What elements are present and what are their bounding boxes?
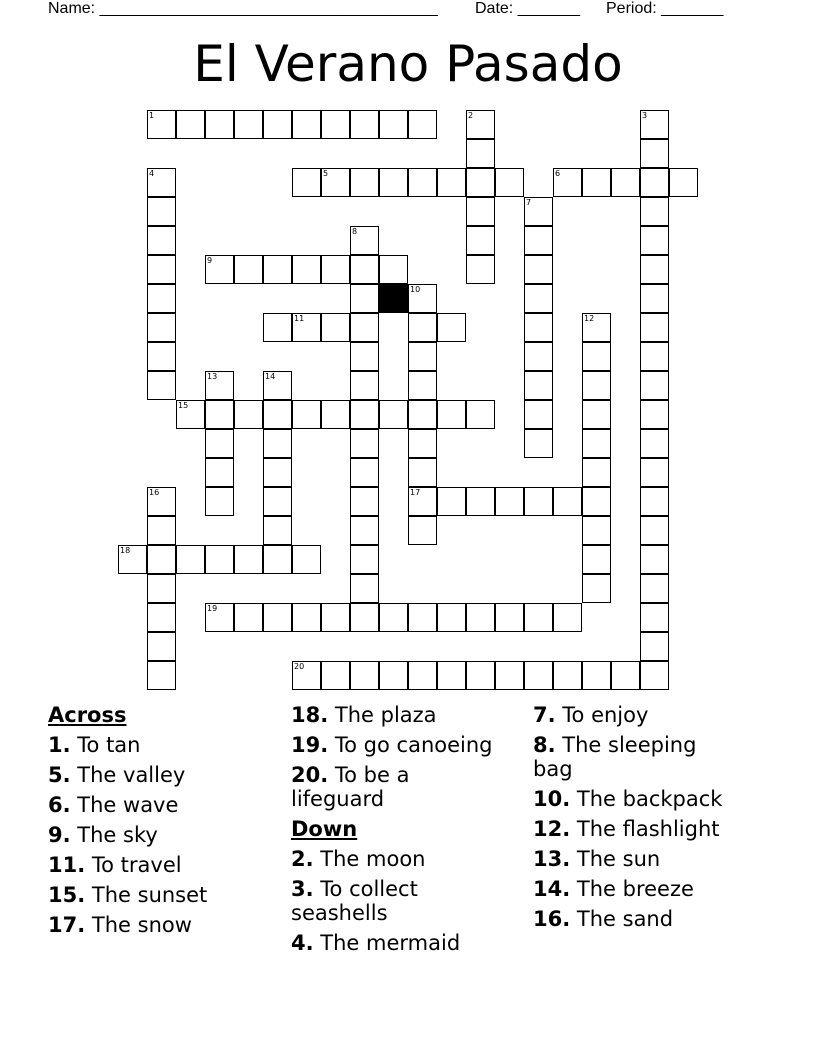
crossword-cell[interactable] (234, 110, 263, 139)
crossword-cell[interactable] (205, 110, 234, 139)
crossword-cell[interactable] (147, 284, 176, 313)
crossword-cell[interactable] (524, 226, 553, 255)
clue-number: 16 (149, 488, 160, 497)
clue-down-14: 14. The breeze (533, 877, 694, 901)
crossword-cell[interactable] (408, 516, 437, 545)
crossword-cell[interactable] (582, 168, 611, 197)
crossword-cell[interactable] (321, 313, 350, 342)
crossword-cell[interactable] (524, 371, 553, 400)
clue-number: 5 (323, 169, 329, 178)
crossword-cell[interactable] (350, 110, 379, 139)
crossword-cell[interactable] (321, 255, 350, 284)
clue-across-9: 9. The sky (48, 823, 158, 847)
clue-down-16: 16. The sand (533, 907, 674, 931)
crossword-cell[interactable] (408, 400, 437, 429)
crossword-cell[interactable] (321, 168, 350, 197)
crossword-cell[interactable] (466, 400, 495, 429)
crossword-cell[interactable] (408, 168, 437, 197)
clue-down-7: 7. To enjoy (533, 703, 649, 727)
crossword-cell[interactable] (553, 487, 582, 516)
crossword-cell[interactable] (263, 400, 292, 429)
crossword-cell[interactable] (321, 400, 350, 429)
crossword-cell[interactable] (582, 458, 611, 487)
crossword-cell[interactable] (408, 371, 437, 400)
crossword-cell[interactable] (495, 661, 524, 690)
crossword-cell[interactable] (408, 284, 437, 313)
crossword-cell[interactable] (640, 400, 669, 429)
crossword-cell[interactable] (553, 603, 582, 632)
clue-number: 6 (555, 169, 561, 178)
crossword-cell[interactable] (263, 603, 292, 632)
crossword-cell[interactable] (640, 603, 669, 632)
crossword-cell[interactable] (524, 400, 553, 429)
crossword-cell[interactable] (582, 516, 611, 545)
crossword-cell[interactable] (640, 574, 669, 603)
crossword-cell[interactable] (524, 342, 553, 371)
clue-column-1 (48, 700, 288, 940)
clue-number: 13 (207, 372, 218, 381)
crossword-cell[interactable] (205, 429, 234, 458)
clue-number: 3 (642, 111, 648, 120)
crossword-cell[interactable] (379, 603, 408, 632)
crossword-cell[interactable] (263, 487, 292, 516)
crossword-cell[interactable] (524, 487, 553, 516)
crossword-cell[interactable] (292, 168, 321, 197)
crossword-cell[interactable] (524, 197, 553, 226)
crossword-cell[interactable] (379, 110, 408, 139)
crossword-cell[interactable] (640, 458, 669, 487)
crossword-cell[interactable] (321, 661, 350, 690)
crossword-cell[interactable] (350, 168, 379, 197)
page-title: El Verano Pasado (193, 35, 623, 93)
crossword-cell[interactable] (147, 516, 176, 545)
crossword-cell[interactable] (379, 255, 408, 284)
crossword-cell[interactable] (640, 661, 669, 690)
crossword-cell[interactable] (292, 110, 321, 139)
crossword-cell[interactable] (205, 545, 234, 574)
clue-across-1: 1. To tan (48, 733, 141, 757)
crossword-cell[interactable] (582, 342, 611, 371)
crossword-cell[interactable] (640, 139, 669, 168)
crossword-cell[interactable] (147, 661, 176, 690)
crossword-cell[interactable] (350, 371, 379, 400)
crossword-cell[interactable] (350, 487, 379, 516)
crossword-cell[interactable] (292, 603, 321, 632)
crossword-cell[interactable] (234, 603, 263, 632)
crossword-cell[interactable] (263, 313, 292, 342)
crossword-cell[interactable] (147, 574, 176, 603)
crossword-cell[interactable] (205, 458, 234, 487)
crossword-cell[interactable] (408, 661, 437, 690)
crossword-cell[interactable] (205, 400, 234, 429)
crossword-cell[interactable] (263, 371, 292, 400)
clue-down-3: 3. To collect seashells (291, 877, 418, 925)
crossword-cell[interactable] (408, 342, 437, 371)
clue-across-15: 15. The sunset (48, 883, 208, 907)
crossword-cell[interactable] (292, 661, 321, 690)
clue-number: 10 (410, 285, 421, 294)
crossword-cell[interactable] (437, 168, 466, 197)
clue-down-8: 8. The sleeping bag (533, 733, 697, 781)
crossword-cell[interactable] (640, 197, 669, 226)
crossword-cell[interactable] (350, 342, 379, 371)
crossword-cell[interactable] (582, 400, 611, 429)
crossword-cell[interactable] (524, 603, 553, 632)
clue-down-4: 4. The mermaid (291, 931, 461, 955)
crossword-cell[interactable] (408, 603, 437, 632)
crossword-cell[interactable] (524, 661, 553, 690)
crossword-cell[interactable] (437, 487, 466, 516)
crossword-cell[interactable] (640, 313, 669, 342)
crossword-cell[interactable] (408, 313, 437, 342)
crossword-cell[interactable] (553, 661, 582, 690)
crossword-cell[interactable] (553, 168, 582, 197)
clue-across-19: 19. To go canoeing (291, 733, 493, 757)
crossword-block (379, 284, 408, 313)
crossword-cell[interactable] (640, 168, 669, 197)
crossword-cell[interactable] (321, 110, 350, 139)
crossword-cell[interactable] (640, 516, 669, 545)
crossword-cell[interactable] (524, 284, 553, 313)
crossword-cell[interactable] (379, 661, 408, 690)
clue-across-5: 5. The valley (48, 763, 186, 787)
crossword-cell[interactable] (466, 603, 495, 632)
crossword-cell[interactable] (640, 487, 669, 516)
crossword-cell[interactable] (350, 429, 379, 458)
crossword-cell[interactable] (466, 197, 495, 226)
crossword-cell[interactable] (205, 487, 234, 516)
crossword-cell[interactable] (582, 429, 611, 458)
clue-across-20: 20. To be a lifeguard (291, 763, 410, 811)
date-field-label: Date: _______ (475, 0, 580, 17)
crossword-cell[interactable] (147, 342, 176, 371)
crossword-cell[interactable] (611, 661, 640, 690)
crossword-cell[interactable] (147, 168, 176, 197)
crossword-cell[interactable] (379, 168, 408, 197)
clue-column-2 (291, 700, 516, 958)
crossword-cell[interactable] (466, 487, 495, 516)
clue-number: 2 (468, 111, 474, 120)
name-field-label: Name: ______________________________________ (48, 0, 438, 17)
crossword-cell[interactable] (350, 516, 379, 545)
crossword-cell[interactable] (263, 545, 292, 574)
crossword-cell[interactable] (524, 429, 553, 458)
crossword-cell[interactable] (176, 400, 205, 429)
crossword-cell[interactable] (437, 313, 466, 342)
clue-number: 15 (178, 401, 189, 410)
clue-down-12: 12. The flashlight (533, 817, 720, 841)
crossword-cell[interactable] (176, 545, 205, 574)
crossword-cell[interactable] (466, 226, 495, 255)
clue-number: 12 (584, 314, 595, 323)
crossword-cell[interactable] (147, 632, 176, 661)
crossword-cell[interactable] (350, 284, 379, 313)
crossword-cell[interactable] (640, 545, 669, 574)
crossword-cell[interactable] (350, 255, 379, 284)
crossword-cell[interactable] (466, 139, 495, 168)
crossword-cell[interactable] (263, 516, 292, 545)
across-heading: Across (48, 703, 127, 727)
crossword-cell[interactable] (495, 487, 524, 516)
crossword-cell[interactable] (350, 545, 379, 574)
clue-across-11: 11. To travel (48, 853, 182, 877)
crossword-cell[interactable] (147, 313, 176, 342)
crossword-cell[interactable] (234, 545, 263, 574)
crossword-cell[interactable] (640, 429, 669, 458)
clue-number: 14 (265, 372, 276, 381)
clue-number: 9 (207, 256, 213, 265)
crossword-cell[interactable] (582, 574, 611, 603)
period-field-label: Period: _______ (606, 0, 724, 17)
crossword-cell[interactable] (379, 400, 408, 429)
clue-number: 17 (410, 488, 421, 497)
clue-number: 1 (149, 111, 155, 120)
crossword-cell[interactable] (205, 603, 234, 632)
crossword-cell[interactable] (147, 255, 176, 284)
crossword-cell[interactable] (669, 168, 698, 197)
crossword-cell[interactable] (263, 429, 292, 458)
crossword-cell[interactable] (350, 661, 379, 690)
clue-number: 11 (294, 314, 305, 323)
crossword-cell[interactable] (263, 255, 292, 284)
crossword-cell[interactable] (466, 661, 495, 690)
crossword-cell[interactable] (292, 255, 321, 284)
crossword-cell[interactable] (640, 110, 669, 139)
crossword-cell[interactable] (321, 603, 350, 632)
crossword-cell[interactable] (495, 168, 524, 197)
clue-number: 4 (149, 169, 155, 178)
crossword-cell[interactable] (640, 632, 669, 661)
clue-across-18: 18. The plaza (291, 703, 437, 727)
crossword-cell[interactable] (147, 371, 176, 400)
clue-across-6: 6. The wave (48, 793, 179, 817)
crossword-cell[interactable] (437, 661, 466, 690)
crossword-cell[interactable] (640, 371, 669, 400)
clue-number: 20 (294, 662, 305, 671)
clue-column-3 (533, 700, 763, 934)
clue-number: 19 (207, 604, 218, 613)
crossword-cell[interactable] (147, 197, 176, 226)
crossword-cell[interactable] (234, 255, 263, 284)
crossword-cell[interactable] (263, 458, 292, 487)
crossword-cell[interactable] (582, 545, 611, 574)
crossword-cell[interactable] (437, 603, 466, 632)
crossword-cell[interactable] (205, 371, 234, 400)
crossword-cell[interactable] (524, 313, 553, 342)
crossword-cell[interactable] (234, 400, 263, 429)
crossword-cell[interactable] (582, 313, 611, 342)
crossword-cell[interactable] (582, 371, 611, 400)
crossword-cell[interactable] (495, 603, 524, 632)
crossword-cell[interactable] (582, 487, 611, 516)
clue-number: 18 (120, 546, 131, 555)
crossword-cell[interactable] (118, 545, 147, 574)
clue-down-2: 2. The moon (291, 847, 426, 871)
crossword-cell[interactable] (350, 226, 379, 255)
crossword-cell[interactable] (408, 487, 437, 516)
crossword-cell[interactable] (640, 342, 669, 371)
crossword-cell[interactable] (350, 313, 379, 342)
down-heading: Down (291, 817, 358, 841)
crossword-cell[interactable] (408, 429, 437, 458)
crossword-cell[interactable] (524, 255, 553, 284)
crossword-cell[interactable] (611, 168, 640, 197)
clue-down-13: 13. The sun (533, 847, 661, 871)
crossword-cell[interactable] (205, 255, 234, 284)
crossword-cell[interactable] (292, 545, 321, 574)
crossword-cell[interactable] (582, 661, 611, 690)
crossword-cell[interactable] (640, 226, 669, 255)
crossword-cell[interactable] (408, 458, 437, 487)
crossword-cell[interactable] (408, 110, 437, 139)
crossword-cell[interactable] (640, 284, 669, 313)
crossword-cell[interactable] (466, 110, 495, 139)
crossword-cell[interactable] (176, 110, 205, 139)
crossword-cell[interactable] (640, 255, 669, 284)
crossword-cell[interactable] (263, 110, 292, 139)
crossword-cell[interactable] (350, 574, 379, 603)
clue-number: 7 (526, 198, 532, 207)
crossword-cell[interactable] (466, 255, 495, 284)
crossword-cell[interactable] (350, 603, 379, 632)
crossword-cell[interactable] (350, 400, 379, 429)
crossword-cell[interactable] (466, 168, 495, 197)
crossword-cell[interactable] (437, 400, 466, 429)
clue-across-17: 17. The snow (48, 913, 192, 937)
crossword-cell[interactable] (147, 226, 176, 255)
crossword-cell[interactable] (147, 603, 176, 632)
crossword-cell[interactable] (350, 458, 379, 487)
clue-down-10: 10. The backpack (533, 787, 723, 811)
crossword-cell[interactable] (147, 110, 176, 139)
crossword-cell[interactable] (147, 545, 176, 574)
clue-number: 8 (352, 227, 358, 236)
crossword-cell[interactable] (292, 400, 321, 429)
crossword-cell[interactable] (147, 487, 176, 516)
crossword-cell[interactable] (292, 313, 321, 342)
